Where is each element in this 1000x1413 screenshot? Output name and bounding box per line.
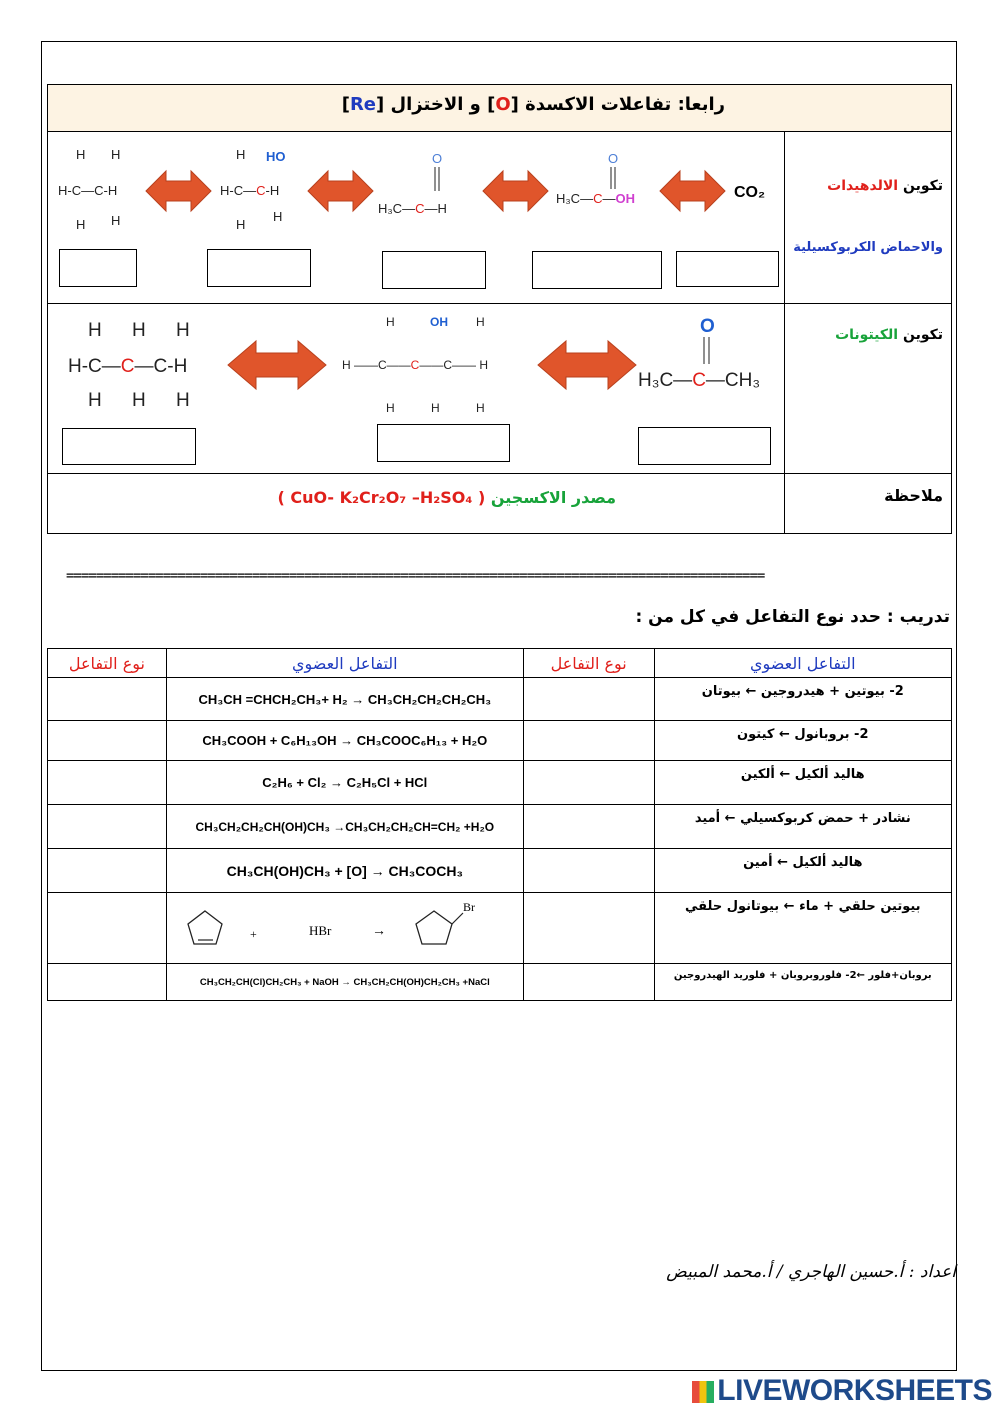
reversible-arrow-icon <box>308 171 373 211</box>
answer-box[interactable] <box>62 428 196 465</box>
atom-h: H <box>88 320 102 341</box>
atom-h: H <box>176 390 190 411</box>
reversible-arrow-icon <box>538 341 636 389</box>
oxygen-source-note: ( CuO- K₂Cr₂O₇ –H₂SO₄ ) مصدر الاكسجين <box>277 488 616 507</box>
equation-cell: CH₃COOH + C₆H₁₃OH → CH₃COOC₆H₁₃ + H₂O <box>166 721 523 761</box>
plus-sign: + <box>249 927 257 941</box>
row-divider <box>48 473 951 474</box>
acids-label: والاحماض الكربوكسيلية <box>793 240 943 255</box>
author-signature: اعداد : أ.حسين الهاجري / أ.محمد المبيض <box>666 1262 956 1282</box>
br-label: Br <box>462 900 475 914</box>
answer-cell[interactable] <box>523 805 654 849</box>
cyclopentene-ring-icon <box>188 911 222 944</box>
answer-box[interactable] <box>676 251 779 287</box>
arabic-reaction-cell: 2- بيوتين + هيدروجين ← بيوتان <box>654 678 951 721</box>
arabic-reaction-cell: نشادر + حمض كربوكسيلي ← أميد <box>654 805 951 849</box>
answer-cell[interactable] <box>523 721 654 761</box>
answer-box[interactable] <box>382 251 486 289</box>
atom-h: H <box>76 217 86 232</box>
atom-h: H <box>476 315 485 329</box>
ethanal-formula: H₃C—C—H <box>378 201 447 216</box>
header-reaction-type: نوع التفاعل <box>48 649 167 678</box>
propane-formula: H-C—C—C-H <box>68 356 188 377</box>
atom-o: O <box>608 151 619 166</box>
answer-cell[interactable] <box>48 678 167 721</box>
cyclopentene-hbr-reaction <box>167 893 522 959</box>
answer-cell[interactable] <box>48 964 167 1001</box>
answer-box[interactable] <box>532 251 662 289</box>
cyclopentane-ring-icon <box>416 911 452 944</box>
equation-cell <box>166 893 523 964</box>
atom-h: H <box>476 401 485 415</box>
answer-cell[interactable] <box>523 964 654 1001</box>
hydroxyl-group: HO <box>266 149 286 164</box>
answer-box[interactable] <box>638 427 771 465</box>
answer-cell[interactable] <box>48 805 167 849</box>
answer-box[interactable] <box>377 424 510 462</box>
atom-h: H <box>76 147 86 162</box>
atom-h: H <box>88 390 102 411</box>
atom-h: H <box>111 147 121 162</box>
header-organic-reaction: التفاعل العضوي <box>654 649 951 678</box>
exercise-table <box>47 648 952 1001</box>
header-organic-reaction: التفاعل العضوي <box>166 649 523 678</box>
hbr-label: HBr <box>308 923 332 938</box>
atom-h: H <box>273 209 283 224</box>
atom-h: H <box>236 217 246 232</box>
atom-h: H <box>386 315 395 329</box>
answer-cell[interactable] <box>523 893 654 964</box>
reaction-arrow: → <box>371 924 386 939</box>
separator-line: ============================================================================================== <box>66 568 765 584</box>
atom-o: O <box>700 316 715 337</box>
propanol-formula: H ——C——C——C—— H <box>342 358 489 372</box>
atom-h: H <box>132 320 146 341</box>
ethanol-formula: H-C—C-H <box>220 183 280 198</box>
atom-h: H <box>111 213 121 228</box>
ketones-label: تكوين الكيتونات <box>835 327 943 343</box>
answer-cell[interactable] <box>48 761 167 805</box>
section-title: رابعا: تفاعلات الاكسدة [O] و الاختزال [Re] <box>341 94 725 115</box>
answer-cell[interactable] <box>48 893 167 964</box>
answer-cell[interactable] <box>523 678 654 721</box>
reversible-arrow-icon <box>228 341 326 389</box>
header-reaction-type: نوع التفاعل <box>523 649 654 678</box>
equation-cell: CH₃CH(OH)CH₃ + [O] → CH₃COCH₃ <box>166 849 523 893</box>
answer-cell[interactable] <box>523 849 654 893</box>
equation-cell: CH₃CH₂CH(Cl)CH₂CH₃ + NaOH → CH₃CH₂CH(OH)CH₂CH₃ +NaCl <box>166 964 523 1001</box>
liveworksheets-logo: LIVEWORKSHEETS <box>692 1374 992 1408</box>
ethane-formula: H-C—C-H <box>58 183 118 198</box>
answer-cell[interactable] <box>48 849 167 893</box>
atom-h: H <box>431 401 440 415</box>
equation-cell: CH₃CH =CHCH₂CH₃+ H₂ → CH₃CH₂CH₂CH₂CH₃ <box>166 678 523 721</box>
equation-cell: CH₃CH₂CH₂CH(OH)CH₃ →CH₃CH₂CH₂CH=CH₂ +H₂O <box>166 805 523 849</box>
acetic-acid-formula: H₃C—C—OH <box>556 191 635 206</box>
reversible-arrow-icon <box>483 171 548 211</box>
arabic-reaction-cell: 2- بروبانول ← كيتون <box>654 721 951 761</box>
logo-icon <box>692 1381 714 1403</box>
hydroxyl-group: OH <box>430 315 448 329</box>
arabic-reaction-cell: هاليد ألكيل ← ألكين <box>654 761 951 805</box>
exercise-title: تدريب : حدد نوع التفاعل في كل من : <box>635 607 950 627</box>
atom-h: H <box>386 401 395 415</box>
atom-h: H <box>176 320 190 341</box>
answer-box[interactable] <box>207 249 311 287</box>
answer-box[interactable] <box>59 249 137 287</box>
arabic-reaction-cell: بروبان+فلور ←2- فلوروبروبان + فلوريد الهيدروجين <box>654 964 951 1001</box>
equation-cell: C₂H₆ + Cl₂ → C₂H₅Cl + HCl <box>166 761 523 805</box>
atom-h: H <box>236 147 246 162</box>
arabic-reaction-cell: هاليد ألكيل ← أمين <box>654 849 951 893</box>
co2-label: CO₂ <box>734 184 766 201</box>
atom-o: O <box>432 151 443 166</box>
answer-cell[interactable] <box>48 721 167 761</box>
reversible-arrow-icon <box>660 171 725 211</box>
aldehydes-label: تكوين الالدهيدات <box>827 178 943 194</box>
note-label: ملاحظة <box>884 486 943 505</box>
reversible-arrow-icon <box>146 171 211 211</box>
acetone-formula: H₃C—C—CH₃ <box>638 370 761 391</box>
answer-cell[interactable] <box>523 761 654 805</box>
atom-h: H <box>132 390 146 411</box>
arabic-reaction-cell: بيوتين حلقي + ماء ← بيوتانول حلقي <box>654 893 951 964</box>
